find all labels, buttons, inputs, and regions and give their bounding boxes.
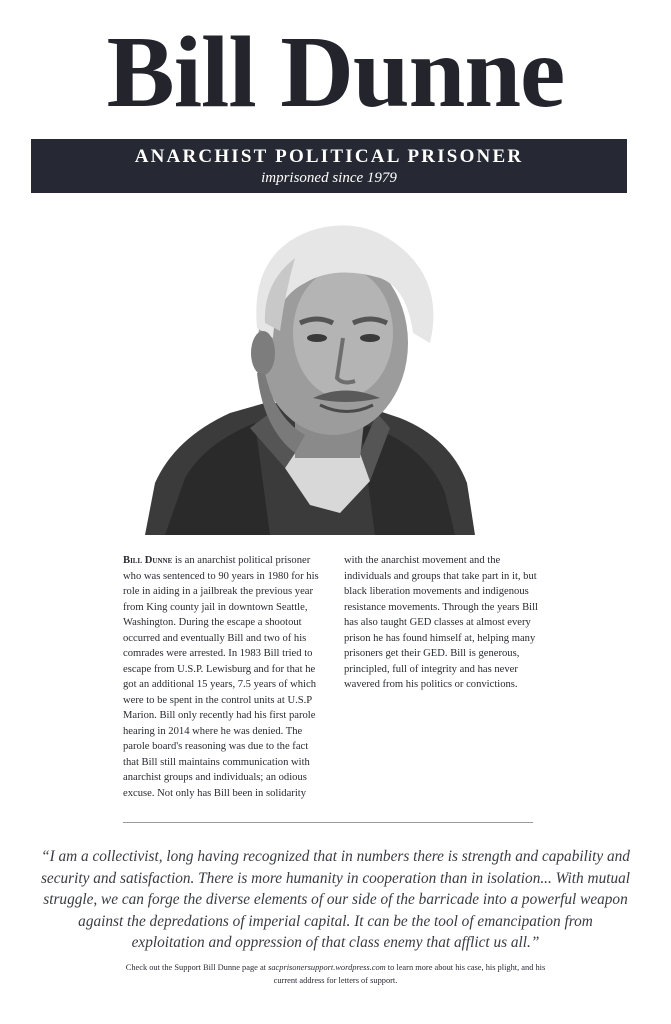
divider xyxy=(123,822,533,823)
bio-paragraph xyxy=(123,553,543,807)
left-eye xyxy=(307,334,327,342)
banner xyxy=(31,139,627,193)
bio-text xyxy=(123,553,543,807)
bio-body: is an anarchist political prisoner who was sentenced to 90 years in 1980 for his role in aiding in a jailbreak the previous year from King county jail in downtown Seattle, Washington. During the escape a shootout occurred and eventually Bill and two of his comrades were arrested. In 1983 Bill tried to escape from U.S.P. Lewisburg and for that he got an additional 15 years, 7.5 years of which were to be spent in the control units at U.S.P Marion. Bill only recently had his first parole hearing in 2014 where he was denied. The parole board's reasoning was due to the fact that Bill still maintains communication with anarchist groups and individuals; an odious excuse. Not only has Bill been in solidarity with the anarchist movement and the individuals and groups that take part in it, but black liberation movements and indigenous resistance movements. Through the years Bill has also taught GED classes at almost every prison he has found himself at, helping many prisoners get their GED. Bill is generous, principled, full of integrity and has never wavered from his politics or convictions. xyxy=(123,555,538,799)
footer-prefix: Check out the Support Bill Dunne page at xyxy=(125,963,269,972)
banner-subline: imprisoned since 1979 xyxy=(261,170,397,186)
ear-shape xyxy=(251,331,275,375)
footer-note xyxy=(120,962,551,987)
right-eye xyxy=(360,334,380,342)
bio-lead-name: Bill Dunne xyxy=(123,555,173,566)
support-url-link[interactable]: sacprisonersupport.wordpress.com xyxy=(268,963,386,972)
footer-suffix: to learn more about his case, his plight, and his current address for letters of support. xyxy=(273,963,546,985)
portrait-image xyxy=(145,213,475,535)
quote-text: “I am a collectivist, long having recognized that in numbers there is strength and capability and security and satisfaction. There is more humanity in cooperation than in isolation... With mutual struggle, we can forge the diverse elements of our side of the barricade into a powerful weapon against the depredations of imperial capital. It can be the tool of emancipation from exploitation and oppression of that class enemy that afflict us all.” xyxy=(40,848,631,951)
face-highlight xyxy=(293,268,393,398)
page-title: Bill Dunne xyxy=(106,16,565,129)
banner-headline: ANARCHIST POLITICAL PRISONER xyxy=(134,146,524,167)
